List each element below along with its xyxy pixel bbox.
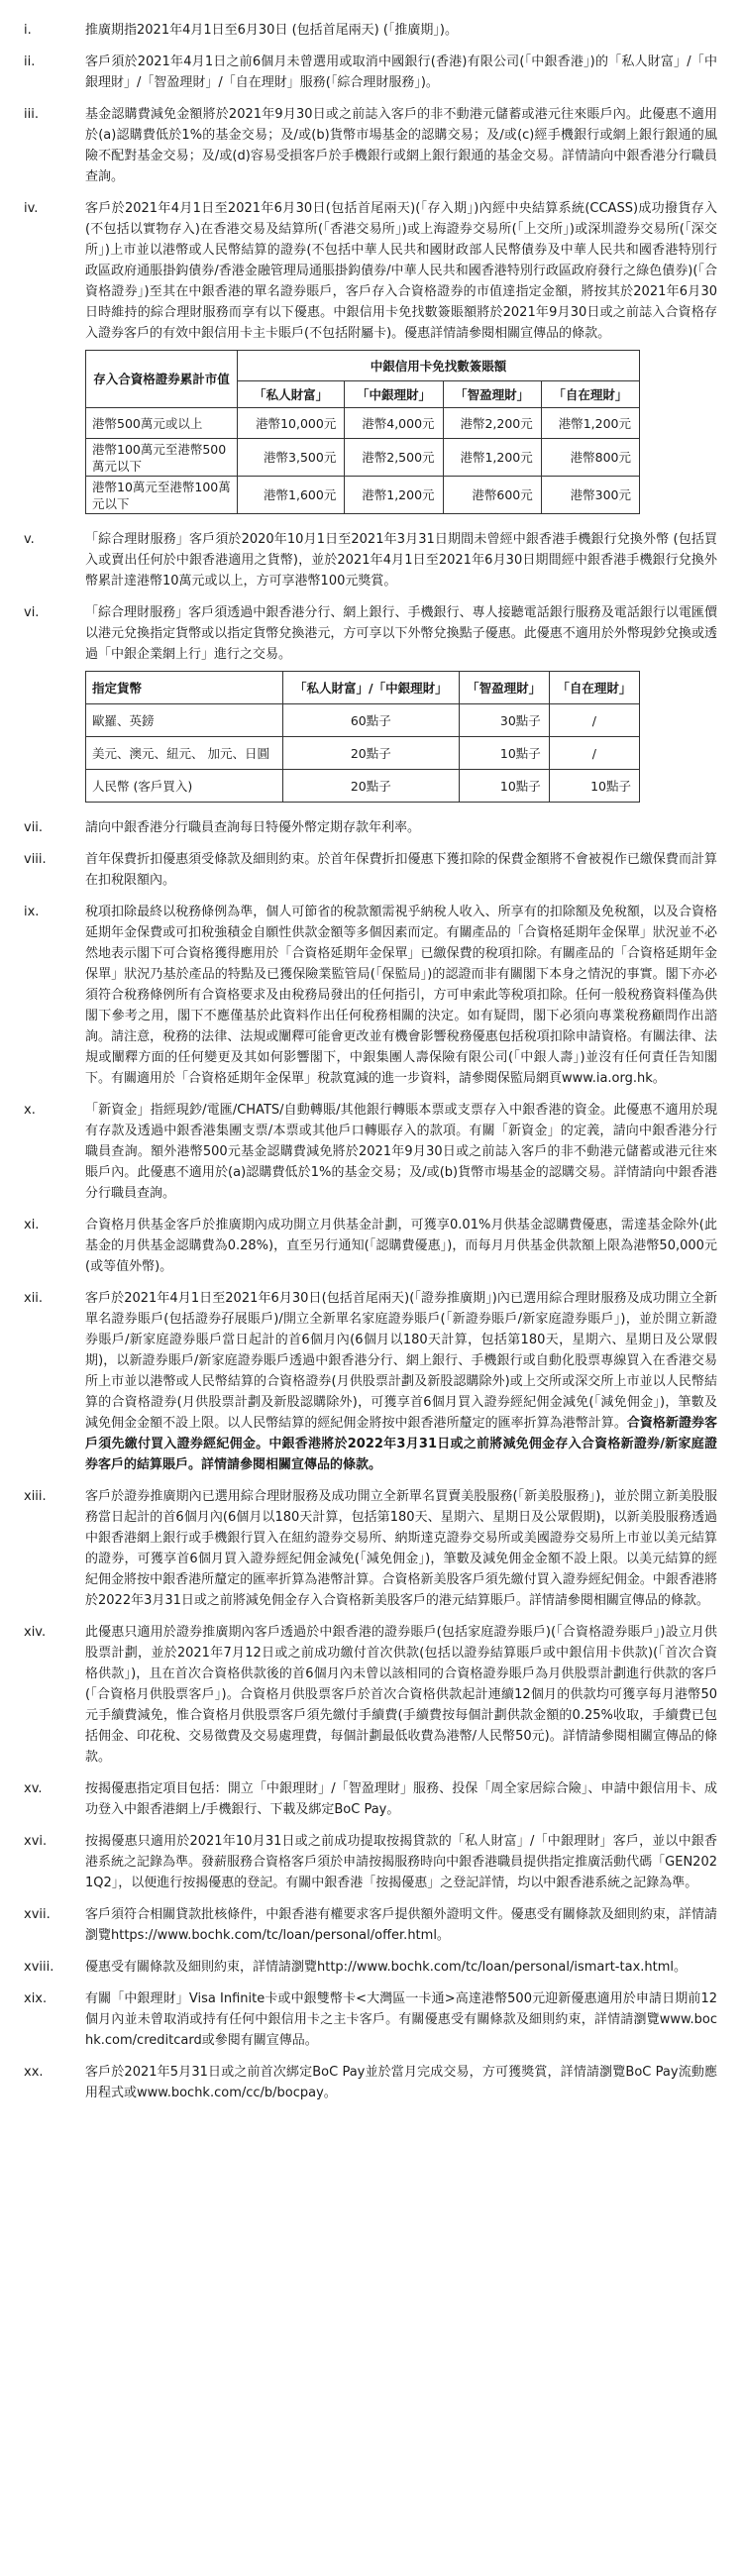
term-item: [24, 52, 717, 93]
table-header-service: 「私人財富」/「中銀理財」: [283, 672, 460, 704]
term-text: 請向中銀香港分行職員查詢每日特優外幣定期存款年利率。: [85, 820, 421, 835]
table-row: [86, 408, 640, 439]
table-cell-tier: 港幣100萬元至港幣500萬元以下: [86, 439, 238, 477]
table-cell: 20點子: [283, 737, 460, 770]
term-text: 「綜合理財服務」客戶須於2020年10月1日至2021年3月31日期間未曾經中銀香港手機銀行兌換外幣 (包括買入或賣出任何於中銀香港適用之貨幣)，並於2021年4月1日至2021年6月30日期間經中銀香港手機銀行兌換外幣累計達港幣10萬元或以上，方可享港幣100元獎賞。: [85, 532, 717, 589]
table-header-service: 「智盈理財」: [459, 672, 549, 704]
table-cell: 港幣300元: [541, 477, 639, 514]
terms-list: [24, 20, 717, 2103]
table-cell-currency: 美元、澳元、紐元、 加元、日圓: [86, 737, 283, 770]
table-cell-tier: 港幣10萬元至港幣100萬元以下: [86, 477, 238, 514]
table-cell: 港幣1,200元: [345, 477, 443, 514]
term-item: [24, 1486, 717, 1611]
table-cell: 港幣4,000元: [345, 408, 443, 439]
term-item: [24, 2062, 717, 2103]
term-number: vii.: [24, 820, 44, 835]
term-item: [24, 1215, 717, 1277]
term-item: [24, 1904, 717, 1946]
table-cell: 港幣1,200元: [541, 408, 639, 439]
term-text-bold: 合資格新證券客戶須先繳付買入證券經紀佣金。中銀香港將於2022年3月31日或之前將減免佣金存入合資格新證券/新家庭證券客戶的結算賬戶。詳情請參閱相關宣傳品的條款。: [85, 1416, 717, 1472]
table-cell: 港幣2,200元: [443, 408, 541, 439]
fx-pips-table-wrap: [85, 671, 717, 803]
table-cell: 60點子: [283, 704, 460, 737]
term-number: xix.: [24, 1991, 48, 2006]
term-item: [24, 1778, 717, 1820]
table-cell: 港幣1,600元: [238, 477, 345, 514]
table-cell-currency: 人民幣 (客戶買入): [86, 770, 283, 803]
table-cell-currency: 歐羅、英鎊: [86, 704, 283, 737]
term-text: 按揭優惠只適用於2021年10月31日或之前成功提取按揭貸款的「私人財富」/「中銀理財」客戶，並以中銀香港系統之記錄為準。發薪服務合資格客戶須於申請按揭服務時向中銀香港職員提供指定推廣活動代碼「GEN2021Q2」，以便進行按揭優惠的登記。有關中銀香港「按揭優惠」之登記詳情，均以中銀香港系統之記錄為準。: [85, 1834, 717, 1890]
term-item: [24, 1100, 717, 1204]
term-item: [24, 529, 717, 591]
table-row: [86, 737, 640, 770]
table-row: [86, 770, 640, 803]
term-number: ix.: [24, 905, 40, 919]
table-row: [86, 704, 640, 737]
term-text: 客戶須符合相關貸款批核條件，中銀香港有權要求客戶提供額外證明文件。優惠受有關條款及細則約束，詳情請瀏覽https://www.bochk.com/tc/loan/personal/offer.html。: [85, 1907, 717, 1943]
table-row: [86, 439, 640, 477]
term-item: [24, 1988, 717, 2051]
term-number: xv.: [24, 1781, 43, 1796]
table-cell: 港幣10,000元: [238, 408, 345, 439]
term-number: xi.: [24, 1218, 40, 1233]
table-cell-tier: 港幣500萬元或以上: [86, 408, 238, 439]
table-cell: 港幣800元: [541, 439, 639, 477]
term-number: xiii.: [24, 1489, 47, 1504]
term-item: [24, 1622, 717, 1768]
term-number: xiv.: [24, 1625, 47, 1640]
term-text: 有關「中銀理財」Visa Infinite卡或中銀雙幣卡<大灣區一卡通>高達港幣500元迎新優惠適用於申請日期前12個月內並未曾取消或持有任何中銀信用卡之主卡客戶。有關優惠受有關條款及細則約束，詳情請瀏覽www.bochk.com/creditcard或參閱有關宣傳品。: [85, 1991, 717, 2048]
term-body: [85, 602, 717, 806]
table-cell: 30點子: [459, 704, 549, 737]
table-header-service: 「私人財富」: [238, 381, 345, 408]
term-text: 客戶於2021年5月31日或之前首次綁定BoC Pay並於當月完成交易，方可獲獎賞，詳情請瀏覽BoC Pay流動應用程式或www.bochk.com/cc/b/bocpay。: [85, 2065, 717, 2100]
term-text: 按揭優惠指定項目包括：開立「中銀理財」/「智盈理財」服務、投保「周全家居綜合險」、申請中銀信用卡、成功登入中銀香港網上/手機銀行、下載及綁定BoC Pay。: [85, 1781, 717, 1817]
term-text: 合資格月供基金客戶於推廣期內成功開立月供基金計劃，可獲享0.01%月供基金認購費優惠，需達基金除外(此基金的月供基金認購費為0.28%)，直至另行通知(「認購費優惠」)，而每月月供基金供款額上限為港幣50,000元(或等值外幣)。: [85, 1218, 717, 1274]
term-item: [24, 849, 717, 891]
table-cell: 港幣2,500元: [345, 439, 443, 477]
table-cell: /: [549, 704, 639, 737]
card-rebate-table-wrap: [85, 350, 717, 514]
term-number: xvii.: [24, 1907, 51, 1922]
term-item: [24, 1957, 717, 1978]
table-header-card-rebate: 中銀信用卡免找數簽賬額: [238, 351, 640, 381]
term-number: ii.: [24, 54, 36, 69]
term-body: [85, 1288, 717, 1475]
term-number: i.: [24, 23, 32, 38]
fx-pips-table: [85, 671, 640, 803]
term-number: xviii.: [24, 1960, 54, 1975]
table-header-service: 「自在理財」: [541, 381, 639, 408]
term-item: [24, 1831, 717, 1893]
term-body: [85, 198, 717, 518]
term-number: iv.: [24, 201, 39, 216]
term-item: [24, 20, 717, 41]
term-number: v.: [24, 532, 35, 547]
table-cell: 港幣3,500元: [238, 439, 345, 477]
term-number: viii.: [24, 852, 47, 867]
term-number: x.: [24, 1103, 36, 1118]
term-item: [24, 1288, 717, 1475]
table-cell: 10點子: [459, 770, 549, 803]
term-text: 基金認購費減免金額將於2021年9月30日或之前誌入客戶的非不動港元儲蓄或港元往來賬戶內。此優惠不適用於(a)認購費低於1%的基金交易；及/或(b)貨幣市場基金的認購交易；及/或(c)經手機銀行或網上銀行銀通的風險不配對基金交易；及/或(d)容易受損客戶於手機銀行或網上銀行銀通的基金交易。詳情請向中銀香港分行職員查詢。: [85, 107, 717, 184]
term-text: 此優惠只適用於證券推廣期內客戶透過於中銀香港的證券賬戶(包括家庭證券賬戶)(「合資格證券賬戶」)設立月供股票計劃，並於2021年7月12日或之前成功繳付首次供款(包括以證券結算賬戶或中銀信用卡供款)(「首次合資格供款」)，且在首次合資格供款後的首6個月內未曾以該相同的合資格證券賬戶為月供股票計劃進行供款的客戶(「合資格月供股票客戶」)。合資格月供股票客戶於首次合資格供款起計連續12個月的供款均可獲享每月港幣50元手續費減免，惟合資格月供股票客戶須先繳付手續費(手續費按每個計劃供款金額的0.25%收取，手續費已包括佣金、印花稅、交易徵費及交易處理費，每個計劃最低收費為港幣/人民幣50元)。詳情請參閱相關宣傳品的條款。: [85, 1625, 717, 1765]
term-number: vi.: [24, 605, 40, 620]
term-number: xvi.: [24, 1834, 48, 1849]
term-text: 客戶於2021年4月1日至2021年6月30日(包括首尾兩天)(「存入期」)內經中央結算系統(CCASS)成功撥貨存入(不包括以實物存入)在香港交易及結算所(「香港交易所」)或上海證券交易所(「上交所」)或深圳證券交易所(「深交所」)上市並以港幣或人民幣結算的證券(不包括中華人民共和國財政部人民幣債券及中華人民共和國香港特別行政區政府通脹掛鈎債券/香港金融管理局通脹掛鈎債券/中華人民共和國香港特別行政區政府發行之綠色債券)(「合資格證券」)至其在中銀香港的單名證券賬戶，客戶存入合資格證券的市值達指定金額，將按其於2021年6月30日時維持的綜合理財服務而享有以下優惠。中銀信用卡免找數簽賬額將於2021年9月30日或之前誌入合資格存入證券客戶的有效中銀信用卡主卡賬戶(不包括附屬卡)。優惠詳情請參閱相關宣傳品的條款。: [85, 201, 717, 341]
term-text: 「綜合理財服務」客戶須透過中銀香港分行、網上銀行、手機銀行、專人接聽電話銀行服務及電話銀行以電匯價以港元兌換指定貨幣或以指定貨幣兌換港元，方可享以下外幣兌換點子優惠。此優惠不適用於外幣現鈔兌換或透過「中銀企業網上行」進行之交易。: [85, 605, 717, 662]
table-row: [86, 477, 640, 514]
term-item: [24, 817, 717, 838]
table-header-service: 「自在理財」: [549, 672, 639, 704]
table-header-service: 「中銀理財」: [345, 381, 443, 408]
card-rebate-table: [85, 350, 640, 514]
term-text: 推廣期指2021年4月1日至6月30日 (包括首尾兩天) (「推廣期」)。: [85, 23, 458, 38]
term-number: xx.: [24, 2065, 44, 2080]
table-header-currency: 指定貨幣: [86, 672, 283, 704]
term-text: 稅項扣除最終以稅務條例為準，個人可節省的稅款額需視乎納稅人收入、所享有的扣除額及免稅額，以及合資格延期年金保費或可扣稅強積金自願性供款金額等多個因素而定。有關產品的「合資格延期年金保單」狀況並不必然地表示閣下可合資格獲得應用於「合資格延期年金保單」已繳保費的稅項扣除。有關產品的「合資格延期年金保單」狀況乃基於產品的特點及已獲保險業監管局(「保監局」)的認證而非有關閣下本身之情況的事實。閣下亦必須符合稅務條例所有合資格要求及由稅務局發出的任何指引，方可申索此等稅項扣除。任何一般稅務資料僅為供閣下參考之用，閣下不應僅基於此資料作出任何稅務相關的決定。如有疑問，閣下必須向專業稅務顧問作出諮詢。請注意，稅務的法律、法規或闡釋可能會更改並有機會影響稅務優惠包括稅項扣除申請資格。有關法律、法規或闡釋方面的任何變更及其如何影響閣下，中銀集團人壽保險有限公司(「中銀人壽」)並沒有任何責任告知閣下。有關適用於「合資格延期年金保單」稅款寬減的進一步資料，請參閱保監局網頁www.ia.org.hk。: [85, 905, 717, 1086]
term-text: 客戶於2021年4月1日至2021年6月30日(包括首尾兩天)(「證券推廣期」)內已選用綜合理財服務及成功開立全新單名證券賬戶(包括證券孖展賬戶)/開立全新單名家庭證券賬戶(「新證券賬戶/新家庭證券賬戶」)，並於開立新證券賬戶/新家庭證券賬戶當日起計的首6個月內(6個月以180天計算，包括第180天，星期六、星期日及公眾假期)，以新證券賬戶/新家庭證券賬戶透過中銀香港分行、網上銀行、手機銀行或自動化股票專線買入在香港交易所上市並以港幣或人民幣結算的合資格證券(月供股票計劃及新股認購除外)或上交所或深交所上市並以人民幣結算的合資格證券(月供股票計劃及新股認購除外)，可獲享首6個月買入證券經紀佣金減免(「減免佣金」)，筆數及減免佣金金額不設上限。以人民幣結算的經紀佣金將按中銀香港所釐定的匯率折算為港幣計算。: [85, 1291, 717, 1431]
table-header-securities-value: 存入合資格證券累計市值: [86, 351, 238, 408]
term-item: [24, 198, 717, 518]
term-text: 客戶於證券推廣期內已選用綜合理財服務及成功開立全新單名買賣美股服務(「新美股服務」)，並於開立新美股服務當日起計的首6個月內(6個月以180天計算，包括第180天、星期六、星期日及公眾假期)，以新美股服務透過中銀香港網上銀行或手機銀行買入在紐約證券交易所、納斯達克證券交易所或美國證券交易所上市並以美元結算的證券，可獲享首6個月買入證券經紀佣金減免(「減免佣金」)，筆數及減免佣金金額不設上限。以美元結算的經紀佣金將按中銀香港所釐定的匯率折算為港幣計算。合資格新美股客戶須先繳付買入證券經紀佣金。中銀香港將於2022年3月31日或之前將減免佣金存入合資格新美股客戶的港元結算賬戶。詳情請參閱相關宣傳品的條款。: [85, 1489, 717, 1608]
term-number: xii.: [24, 1291, 44, 1306]
table-cell: /: [549, 737, 639, 770]
term-text: 優惠受有關條款及細則約束，詳情請瀏覽http://www.bochk.com/tc/loan/personal/ismart-tax.html。: [85, 1960, 688, 1975]
term-text: 首年保費折扣優惠須受條款及細則約束。於首年保費折扣優惠下獲扣除的保費金額將不會被視作已繳保費而計算在扣稅限額內。: [85, 852, 717, 888]
term-text: 客戶須於2021年4月1日之前6個月未曾選用或取消中國銀行(香港)有限公司(「中銀香港」)的「私人財富」/「中銀理財」/「智盈理財」/「自在理財」服務(「綜合理財服務」)。: [85, 54, 717, 90]
table-cell: 港幣600元: [443, 477, 541, 514]
table-cell: 20點子: [283, 770, 460, 803]
term-item: [24, 902, 717, 1089]
table-header-service: 「智盈理財」: [443, 381, 541, 408]
term-item: [24, 104, 717, 187]
table-cell: 10點子: [549, 770, 639, 803]
table-cell: 港幣1,200元: [443, 439, 541, 477]
term-number: iii.: [24, 107, 39, 122]
term-item: [24, 602, 717, 806]
term-text: 「新資金」指經現鈔/電匯/CHATS/自動轉賬/其他銀行轉賬本票或支票存入中銀香港的資金。此優惠不適用於現有存款及透過中銀香港集團支票/本票或其他戶口轉賬存入的款項。有關「新資金」的定義，請向中銀香港分行職員查詢。額外港幣500元基金認購費減免將於2021年9月30日或之前誌入客戶的非不動港元儲蓄或港元往來賬戶內。此優惠不適用於(a)認購費低於1%的基金交易；及/或(b)貨幣市場基金的認購交易。詳情請向中銀香港分行職員查詢。: [85, 1103, 717, 1201]
table-cell: 10點子: [459, 737, 549, 770]
